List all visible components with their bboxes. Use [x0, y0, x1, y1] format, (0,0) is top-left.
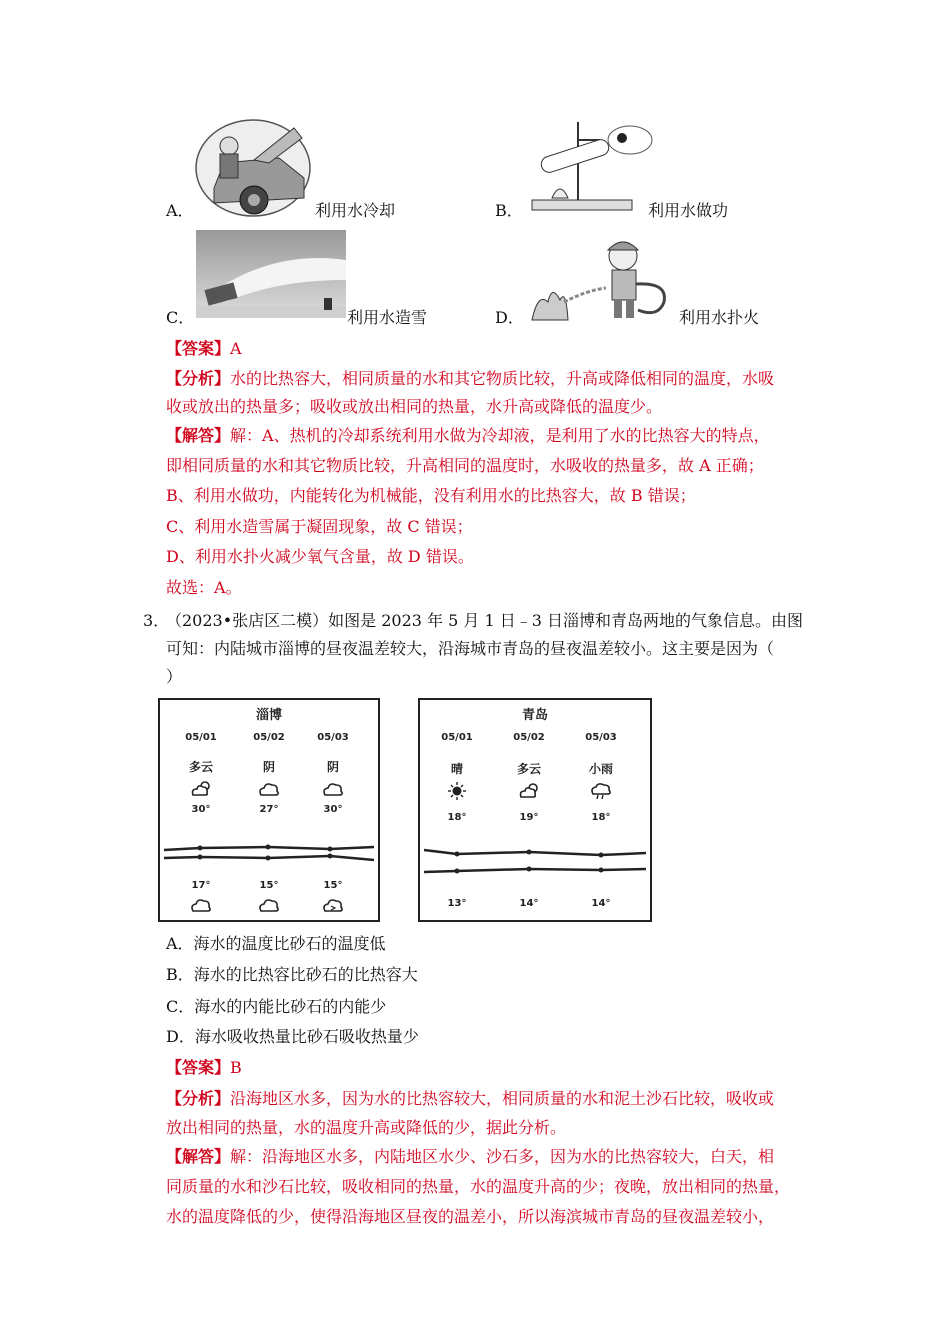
qingdao-weather-3: 小雨 [588, 762, 613, 776]
cloud-icon [321, 780, 345, 798]
qingdao-day-1: 05/01 [441, 732, 473, 743]
qingdao-low-3: 14° [591, 898, 611, 909]
q3-analysis-line-2: 放出相同的热量，水的温度升高或降低的少，据此分析。 [166, 1118, 567, 1137]
test-tube-image [530, 118, 660, 214]
zibo-day-1: 05/01 [185, 732, 217, 743]
answer-tag: 【答案】 [166, 1058, 231, 1077]
q3-solution-line-1 [166, 1146, 774, 1168]
q3-option-a: A．海水的温度比砂石的温度低 [166, 934, 386, 953]
zibo-high-3: 30° [323, 804, 343, 815]
q2-solution-line-2: 即相同质量的水和其它物质比较，升高相同的温度时，水吸收的热量多，故 A 正确； [166, 456, 764, 475]
q3-option-d: D．海水吸收热量比砂石吸收热量少 [166, 1027, 419, 1046]
q2-solution-line-4: C、利用水造雪属于凝固现象，故 C 错误； [166, 517, 473, 536]
solution-text: 解：沿海地区水多，内陆地区水少、沙石多，因为水的比热容较大，白天，相 [230, 1147, 775, 1166]
q2-answer [166, 338, 242, 360]
zibo-low-1: 17° [191, 880, 211, 891]
cloud-icon [257, 780, 281, 798]
qingdao-weather-2: 多云 [516, 762, 541, 776]
zibo-weather-1: 多云 [188, 760, 213, 774]
q3-solution-line-3: 水的温度降低的少，使得沿海地区昼夜的温差小，所以海滨城市青岛的昼夜温差较小， [166, 1207, 775, 1226]
q2-solution-line-5: D、利用水扑火减少氧气含量，故 D 错误。 [166, 547, 474, 566]
q2-solution-line-1 [166, 425, 770, 447]
q3-stem-line-2: 可知：内陆城市淄博的昼夜温差较大，沿海城市青岛的昼夜温差较小。这主要是因为（ [166, 639, 775, 658]
q3-answer [166, 1057, 242, 1079]
zibo-title: 淄博 [255, 708, 282, 723]
option-a-letter: A． [166, 201, 194, 220]
q3-option-b: B．海水的比热容比砂石的比热容大 [166, 965, 418, 984]
qingdao-weather-panel [418, 698, 652, 922]
cloud-icon [321, 896, 345, 914]
qingdao-low-2: 14° [519, 898, 539, 909]
q3-option-c: C．海水的内能比砂石的内能少 [166, 997, 387, 1016]
firefighter-image [528, 232, 678, 324]
zibo-weather-panel [158, 698, 380, 922]
partly-cloudy-icon [189, 780, 213, 798]
q3-stem-line-1: （2023•张店区二模）如图是 2023 年 5 月 1 日﹣3 日淄博和青岛两地的气象信息。由图 [166, 611, 804, 630]
solution-tag: 【解答】 [166, 426, 231, 445]
qingdao-low-1: 13° [447, 898, 467, 909]
q2-solution-line-3: B、利用水做功，内能转化为机械能，没有利用水的比热容大，故 B 错误； [166, 486, 696, 505]
zibo-low-3: 15° [323, 880, 343, 891]
option-c-text: 利用水造雪 [347, 308, 428, 327]
solution-text: 解：A、热机的冷却系统利用水做为冷却液，是利用了水的比热容大的特点， [230, 426, 770, 445]
q3-stem-line-3: ） [166, 667, 183, 686]
car-mechanic-image [194, 118, 312, 218]
option-b-text: 利用水做功 [648, 201, 729, 220]
zibo-weather-2: 阴 [262, 760, 275, 774]
q2-analysis-line-1 [166, 368, 774, 390]
zibo-day-3: 05/03 [317, 732, 349, 743]
zibo-day-2: 05/02 [253, 732, 285, 743]
cloud-icon [189, 896, 213, 914]
q3-solution-line-2: 同质量的水和沙石比较，吸收相同的热量，水的温度升高的少；夜晚，放出相同的热量， [166, 1177, 791, 1196]
rain-icon [589, 782, 613, 800]
option-a-text: 利用水冷却 [315, 201, 396, 220]
answer-value: B [230, 1058, 242, 1077]
qingdao-title: 青岛 [521, 708, 548, 723]
partly-cloudy-icon [517, 782, 541, 800]
analysis-text: 沿海地区水多，因为水的比热容较大，相同质量的水和泥土沙石比较，吸收或 [230, 1089, 775, 1108]
analysis-tag: 【分析】 [166, 1089, 231, 1108]
q2-solution-line-6: 故选：A。 [166, 578, 242, 597]
sun-icon [445, 782, 469, 800]
option-b-letter: B． [495, 201, 523, 220]
option-c-letter: C． [166, 308, 195, 327]
qingdao-day-2: 05/02 [513, 732, 545, 743]
q3-analysis-line-1 [166, 1088, 774, 1110]
solution-tag: 【解答】 [166, 1147, 231, 1166]
qingdao-high-3: 18° [591, 812, 611, 823]
zibo-temperature-lines [160, 840, 378, 870]
qingdao-weather-1: 晴 [450, 762, 463, 776]
analysis-text: 水的比热容大，相同质量的水和其它物质比较，升高或降低相同的温度，水吸 [230, 369, 775, 388]
option-d-letter: D． [495, 308, 524, 327]
q3-number: 3． [143, 611, 170, 630]
qingdao-high-1: 18° [447, 812, 467, 823]
option-d-text: 利用水扑火 [679, 308, 760, 327]
zibo-low-2: 15° [259, 880, 279, 891]
zibo-weather-3: 阴 [326, 760, 339, 774]
analysis-tag: 【分析】 [166, 369, 231, 388]
zibo-high-1: 30° [191, 804, 211, 815]
qingdao-temperature-lines [420, 842, 650, 876]
qingdao-high-2: 19° [519, 812, 539, 823]
cloud-icon [257, 896, 281, 914]
q2-analysis-line-2: 收或放出的热量多；吸收或放出相同的热量，水升高或降低的温度少。 [166, 397, 663, 416]
answer-tag: 【答案】 [166, 339, 231, 358]
answer-value: A [230, 339, 242, 358]
snow-machine-image [196, 230, 346, 318]
qingdao-day-3: 05/03 [585, 732, 617, 743]
zibo-high-2: 27° [259, 804, 279, 815]
